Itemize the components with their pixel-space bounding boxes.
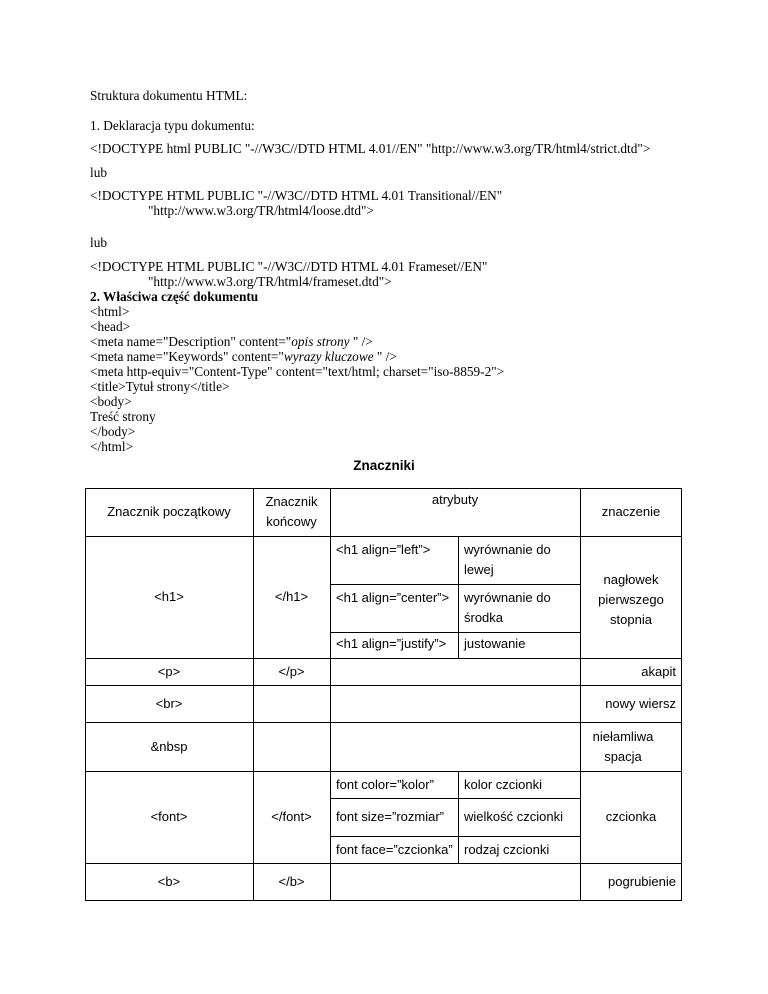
code-text: " /> — [349, 334, 373, 349]
attribute-font-size: font size=”rozmiar” — [336, 809, 444, 824]
header-meaning: znaczenie — [601, 504, 661, 519]
doctype-transitional-line1: <!DOCTYPE HTML PUBLIC "-//W3C//DTD HTML 4.01 Transitional//EN" — [90, 188, 503, 203]
code-line: <meta http-equiv="Content-Type" content="text/html; charset="iso-8859-2"> — [90, 364, 505, 379]
code-line: <title>Tytuł strony</title> — [90, 379, 230, 394]
code-line: Treść strony — [90, 409, 156, 424]
end-tag-h1: </h1> — [274, 589, 309, 604]
attribute-desc-left: wyrównanie do lewej — [464, 542, 551, 577]
or-label: lub — [90, 235, 107, 250]
code-line: <body> — [90, 394, 132, 409]
table-border — [85, 900, 682, 901]
meaning-font: czcionka — [605, 809, 657, 824]
meaning-h1: nagłowek pierwszego stopnia — [598, 572, 664, 627]
header-end-tag: Znacznik końcowy — [265, 494, 318, 529]
end-tag-b: </b> — [278, 873, 305, 889]
attribute-h1-center: <h1 align=”center”> — [336, 590, 450, 605]
section-document-heading: 2. Właściwa część dokumentu — [90, 289, 259, 304]
header-attributes: atrybuty — [431, 492, 479, 507]
code-text: <meta name="Keywords" content=" — [90, 349, 284, 364]
doctype-strict: <!DOCTYPE html PUBLIC "-//W3C//DTD HTML 4.01//EN" "http://www.w3.org/TR/html4/strict.dtd"> — [90, 141, 651, 156]
code-text: <meta name="Description" content=" — [90, 334, 292, 349]
end-tag-p: </p> — [278, 663, 305, 679]
header-start-tag: Znacznik początkowy — [107, 504, 231, 519]
doctype-frameset-line2: "http://www.w3.org/TR/html4/frameset.dtd"> — [148, 274, 392, 289]
meaning-p: akapit — [641, 663, 676, 679]
start-tag-b: <b> — [157, 873, 181, 889]
doctype-frameset-line1: <!DOCTYPE HTML PUBLIC "-//W3C//DTD HTML 4.01 Frameset//EN" — [90, 259, 488, 274]
code-line: </html> — [90, 439, 134, 454]
attribute-desc-justify: justowanie — [464, 636, 526, 651]
meaning-b: pogrubienie — [608, 873, 676, 889]
meaning-nbsp: niełamliwa spacja — [592, 728, 654, 764]
start-tag-p: <p> — [157, 663, 181, 679]
meaning-br: nowy wiersz — [605, 695, 676, 711]
start-tag-nbsp: &nbsp — [150, 738, 188, 754]
attribute-h1-justify: <h1 align=”justify”> — [336, 636, 447, 651]
attribute-desc-size: wielkość czcionki — [464, 809, 563, 824]
attribute-font-color: font color=”kolor” — [336, 776, 434, 792]
attribute-desc-face: rodzaj czcionki — [464, 841, 550, 857]
section-doctype-heading: 1. Deklaracja typu dokumentu: — [90, 118, 255, 133]
doctype-transitional-line2: "http://www.w3.org/TR/html4/loose.dtd"> — [148, 203, 374, 218]
code-italic: opis strony — [291, 334, 350, 349]
code-line — [90, 349, 397, 364]
code-line — [90, 334, 373, 349]
code-text: " /> — [373, 349, 397, 364]
code-line: </body> — [90, 424, 136, 439]
attribute-h1-left: <h1 align=”left”> — [336, 542, 431, 557]
code-line: <head> — [90, 319, 131, 334]
table-title: Znaczniki — [353, 458, 415, 473]
tags-table — [85, 488, 682, 901]
attribute-desc-center: wyrównanie do środka — [464, 590, 551, 625]
start-tag-br: <br> — [155, 695, 183, 711]
end-tag-font: </font> — [271, 809, 312, 824]
start-tag-h1: <h1> — [154, 589, 184, 604]
attribute-desc-color: kolor czcionki — [464, 776, 543, 792]
code-line: <html> — [90, 304, 130, 319]
attribute-font-face: font face=”czcionka” — [336, 841, 453, 857]
start-tag-font: <font> — [150, 809, 188, 824]
code-italic: wyrazy kluczowe — [283, 349, 374, 364]
doc-heading: Struktura dokumentu HTML: — [90, 88, 248, 103]
or-label: lub — [90, 165, 107, 180]
